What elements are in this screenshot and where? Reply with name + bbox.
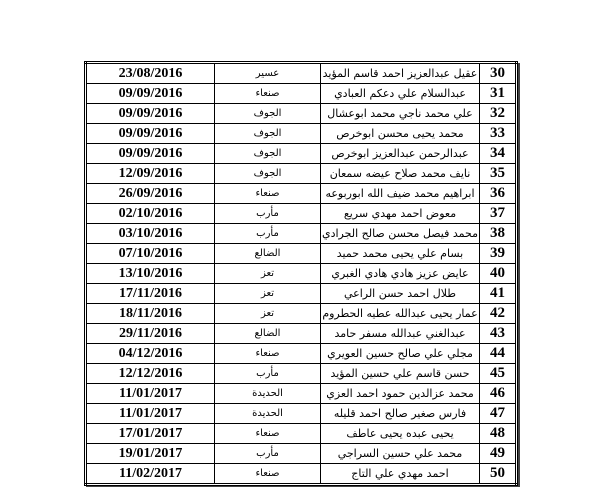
date-cell: 12/09/2016 (86, 164, 215, 184)
table-row (86, 364, 517, 384)
name-cell: عبدالغني عبدالله مسفر حامد (321, 324, 480, 344)
date-cell: 11/01/2017 (86, 404, 215, 424)
name-cell: عمار يحيى عبدالله عطيه الحطروم (321, 304, 480, 324)
name-cell: عقيل عبدالعزيز احمد قاسم المؤيد (321, 63, 480, 84)
date-cell: 19/01/2017 (86, 444, 215, 464)
table-row (86, 284, 517, 304)
date-cell: 23/08/2016 (86, 63, 215, 84)
table-row (86, 184, 517, 204)
date-cell: 09/09/2016 (86, 84, 215, 104)
table-row (86, 384, 517, 404)
date-cell: 12/12/2016 (86, 364, 215, 384)
name-cell: محمد علي حسين السراجي (321, 444, 480, 464)
table-row (86, 444, 517, 464)
region-cell: الحديدة (215, 384, 321, 404)
table-row (86, 424, 517, 444)
region-cell: عسير (215, 63, 321, 84)
table-row (86, 224, 517, 244)
row-number-cell: 40 (480, 264, 517, 284)
date-cell: 17/11/2016 (86, 284, 215, 304)
date-cell: 03/10/2016 (86, 224, 215, 244)
date-cell: 09/09/2016 (86, 124, 215, 144)
table-row (86, 63, 517, 84)
row-number-cell: 33 (480, 124, 517, 144)
region-cell: صنعاء (215, 84, 321, 104)
region-cell: الجوف (215, 104, 321, 124)
date-cell: 04/12/2016 (86, 344, 215, 364)
table-body (86, 63, 517, 485)
date-cell: 11/01/2017 (86, 384, 215, 404)
region-cell: تعز (215, 284, 321, 304)
row-number-cell: 42 (480, 304, 517, 324)
table-row (86, 144, 517, 164)
row-number-cell: 34 (480, 144, 517, 164)
date-cell: 07/10/2016 (86, 244, 215, 264)
name-cell: احمد مهدي علي التاج (321, 464, 480, 485)
row-number-cell: 39 (480, 244, 517, 264)
region-cell: الجوف (215, 144, 321, 164)
table-row (86, 304, 517, 324)
region-cell: مأرب (215, 364, 321, 384)
name-cell: عبدالسلام علي دعكم العبادي (321, 84, 480, 104)
date-cell: 11/02/2017 (86, 464, 215, 485)
table-row (86, 324, 517, 344)
date-cell: 02/10/2016 (86, 204, 215, 224)
row-number-cell: 36 (480, 184, 517, 204)
name-cell: معوض احمد مهدي سريع (321, 204, 480, 224)
name-cell: محمد عزالدين حمود احمد العزي (321, 384, 480, 404)
name-cell: بسام علي يحيى محمد حميد (321, 244, 480, 264)
name-cell: نايف محمد صلاح عيضه سمعان (321, 164, 480, 184)
region-cell: صنعاء (215, 424, 321, 444)
region-cell: مأرب (215, 224, 321, 244)
table-row (86, 344, 517, 364)
table-row (86, 404, 517, 424)
region-cell: صنعاء (215, 184, 321, 204)
row-number-cell: 30 (480, 63, 517, 84)
table-row (86, 244, 517, 264)
row-number-cell: 32 (480, 104, 517, 124)
date-cell: 09/09/2016 (86, 104, 215, 124)
table-row (86, 264, 517, 284)
region-cell: الجوف (215, 124, 321, 144)
date-cell: 09/09/2016 (86, 144, 215, 164)
date-cell: 29/11/2016 (86, 324, 215, 344)
region-cell: الحديدة (215, 404, 321, 424)
name-cell: علي محمد ناجي محمد ابوعشال (321, 104, 480, 124)
row-number-cell: 38 (480, 224, 517, 244)
region-cell: مأرب (215, 444, 321, 464)
table-row (86, 84, 517, 104)
name-cell: محمد فيصل محسن صالح الجرادي (321, 224, 480, 244)
name-cell: يحيى عبده يحيى عاطف (321, 424, 480, 444)
name-cell: حسن قاسم علي حسين المؤيد (321, 364, 480, 384)
table-row (86, 124, 517, 144)
row-number-cell: 49 (480, 444, 517, 464)
date-cell: 26/09/2016 (86, 184, 215, 204)
row-number-cell: 35 (480, 164, 517, 184)
table-row (86, 204, 517, 224)
name-cell: فارس صغير صالح احمد قليله (321, 404, 480, 424)
row-number-cell: 46 (480, 384, 517, 404)
records-table (84, 61, 518, 486)
row-number-cell: 37 (480, 204, 517, 224)
row-number-cell: 45 (480, 364, 517, 384)
name-cell: طلال احمد حسن الراعي (321, 284, 480, 304)
name-cell: مجلي علي صالح حسين العويري (321, 344, 480, 364)
name-cell: محمد يحيى محسن ابوخرص (321, 124, 480, 144)
table-row (86, 104, 517, 124)
region-cell: مأرب (215, 204, 321, 224)
row-number-cell: 31 (480, 84, 517, 104)
name-cell: عايض عزيز هادي هادي الغبري (321, 264, 480, 284)
date-cell: 18/11/2016 (86, 304, 215, 324)
name-cell: ابراهيم محمد ضيف الله ابوربوعه (321, 184, 480, 204)
region-cell: الضالع (215, 324, 321, 344)
table-row (86, 464, 517, 485)
date-cell: 17/01/2017 (86, 424, 215, 444)
region-cell: صنعاء (215, 464, 321, 485)
table-row (86, 164, 517, 184)
region-cell: صنعاء (215, 344, 321, 364)
date-cell: 13/10/2016 (86, 264, 215, 284)
region-cell: الضالع (215, 244, 321, 264)
row-number-cell: 47 (480, 404, 517, 424)
row-number-cell: 43 (480, 324, 517, 344)
row-number-cell: 48 (480, 424, 517, 444)
region-cell: تعز (215, 264, 321, 284)
name-cell: عبدالرحمن عبدالعزيز ابوخرص (321, 144, 480, 164)
row-number-cell: 44 (480, 344, 517, 364)
row-number-cell: 41 (480, 284, 517, 304)
region-cell: الجوف (215, 164, 321, 184)
region-cell: تعز (215, 304, 321, 324)
row-number-cell: 50 (480, 464, 517, 485)
